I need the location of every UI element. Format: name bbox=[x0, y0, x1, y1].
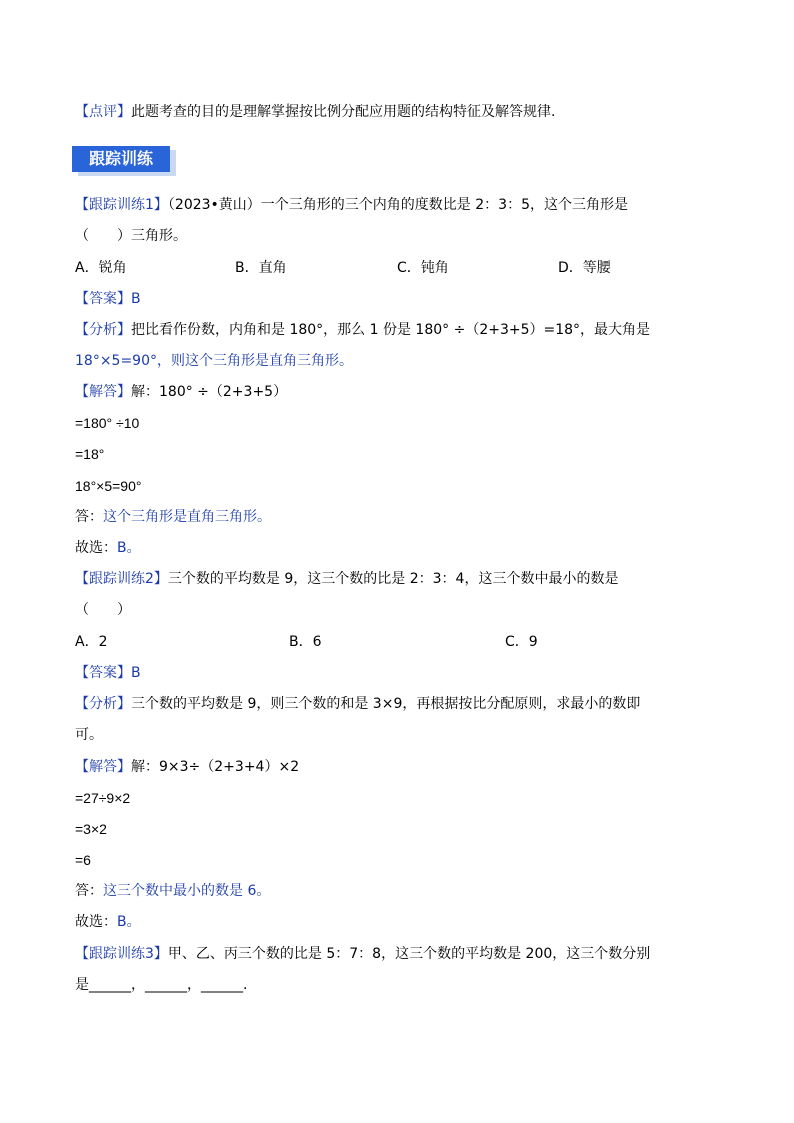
q1-analysis-label: 【分析】 bbox=[75, 322, 131, 338]
q2-reply: 这三个数中最小的数是 6。 bbox=[103, 883, 271, 899]
comment-text: 此题考查的目的是理解掌握按比例分配应用题的结构特征及解答规律. bbox=[131, 104, 556, 120]
q1-choose-prefix: 故选： bbox=[75, 540, 117, 556]
q1-answer-line bbox=[75, 289, 141, 309]
q2-option-b: B．6 bbox=[289, 634, 322, 650]
q2-analysis-line1 bbox=[75, 694, 640, 714]
q3-text2: 是______，______，______. bbox=[75, 977, 248, 993]
q2-answer-line bbox=[75, 663, 141, 683]
q2-step-2: =3×2 bbox=[75, 821, 107, 837]
q2-reply-prefix: 答： bbox=[75, 883, 103, 899]
q1-step-1: =180° ÷10 bbox=[75, 415, 140, 431]
q1-answer-label: 【答案】 bbox=[75, 291, 131, 307]
q1-step-3: 18°×5=90° bbox=[75, 478, 142, 494]
q3-label: 【跟踪训练3】 bbox=[75, 946, 168, 962]
q1-step-2: =18° bbox=[75, 446, 105, 462]
q1-option-b: B．直角 bbox=[235, 260, 287, 276]
q1-reply: 这个三角形是直角三角形。 bbox=[103, 509, 271, 525]
q2-step-3: =6 bbox=[75, 852, 91, 868]
q1-options bbox=[75, 258, 715, 278]
section-banner bbox=[72, 146, 176, 176]
q1-line1 bbox=[75, 195, 628, 215]
q2-choose-line bbox=[75, 912, 141, 932]
q1-analysis-line2 bbox=[75, 351, 353, 371]
q2-solution-head: 解：9×3÷（2+3+4）×2 bbox=[131, 759, 300, 775]
q2-analysis-line2 bbox=[75, 725, 103, 745]
q1-solution-head: 解：180° ÷（2+3+5） bbox=[131, 384, 288, 400]
q3-text1: 甲、乙、丙三个数的比是 5：7：8，这三个数的平均数是 200，这三个数分别 bbox=[167, 946, 651, 962]
q1-choose: B。 bbox=[117, 540, 141, 556]
q2-label: 【跟踪训练2】 bbox=[75, 571, 168, 587]
q2-step-1: =27÷9×2 bbox=[75, 790, 131, 806]
q1-label: 【跟踪训练1】 bbox=[75, 197, 168, 213]
q2-line2 bbox=[75, 600, 131, 620]
q2-choose-prefix: 故选： bbox=[75, 914, 117, 930]
q1-analysis-text2: 18°×5=90°，则这个三角形是直角三角形。 bbox=[75, 353, 353, 369]
q1-line2 bbox=[75, 226, 187, 246]
q2-solution-label: 【解答】 bbox=[75, 759, 131, 775]
q1-reply-prefix: 答： bbox=[75, 509, 103, 525]
q1-option-c: C．钝角 bbox=[397, 260, 449, 276]
q3-line2 bbox=[75, 975, 247, 995]
comment-line bbox=[75, 102, 555, 122]
q2-text2: （ ） bbox=[75, 602, 131, 618]
q2-answer: B bbox=[131, 665, 141, 681]
q1-analysis-text1: 把比看作份数，内角和是 180°，那么 1 份是 180° ÷（2+3+5）=18°，最大角是 bbox=[131, 322, 651, 338]
q1-text2: （ ）三角形。 bbox=[75, 228, 187, 244]
q2-reply-line bbox=[75, 881, 270, 901]
q1-option-a: A．锐角 bbox=[75, 260, 127, 276]
q2-option-c: C．9 bbox=[505, 634, 538, 650]
q1-answer: B bbox=[131, 291, 141, 307]
q2-line1 bbox=[75, 569, 618, 589]
q1-choose-line bbox=[75, 538, 141, 558]
q2-text1: 三个数的平均数是 9，这三个数的比是 2：3：4，这三个数中最小的数是 bbox=[167, 571, 619, 587]
q2-choose: B。 bbox=[117, 914, 141, 930]
section-title: 跟踪训练 bbox=[72, 146, 170, 172]
q1-solution-line bbox=[75, 382, 287, 402]
q1-reply-line bbox=[75, 507, 271, 527]
q3-line1 bbox=[75, 944, 650, 964]
q2-option-a: A．2 bbox=[75, 634, 108, 650]
q2-solution-line bbox=[75, 757, 299, 777]
q2-options bbox=[75, 632, 635, 652]
q1-analysis-line1 bbox=[75, 320, 650, 340]
q1-solution-label: 【解答】 bbox=[75, 384, 131, 400]
q2-answer-label: 【答案】 bbox=[75, 665, 131, 681]
q2-analysis-label: 【分析】 bbox=[75, 696, 131, 712]
comment-label: 【点评】 bbox=[75, 104, 131, 120]
q1-text1: （2023•黄山）一个三角形的三个内角的度数比是 2：3：5，这个三角形是 bbox=[167, 197, 628, 213]
q2-analysis-text2: 可。 bbox=[75, 727, 103, 743]
q2-analysis-text1: 三个数的平均数是 9，则三个数的和是 3×9，再根据按比分配原则，求最小的数即 bbox=[131, 696, 641, 712]
q1-option-d: D．等腰 bbox=[558, 260, 611, 276]
